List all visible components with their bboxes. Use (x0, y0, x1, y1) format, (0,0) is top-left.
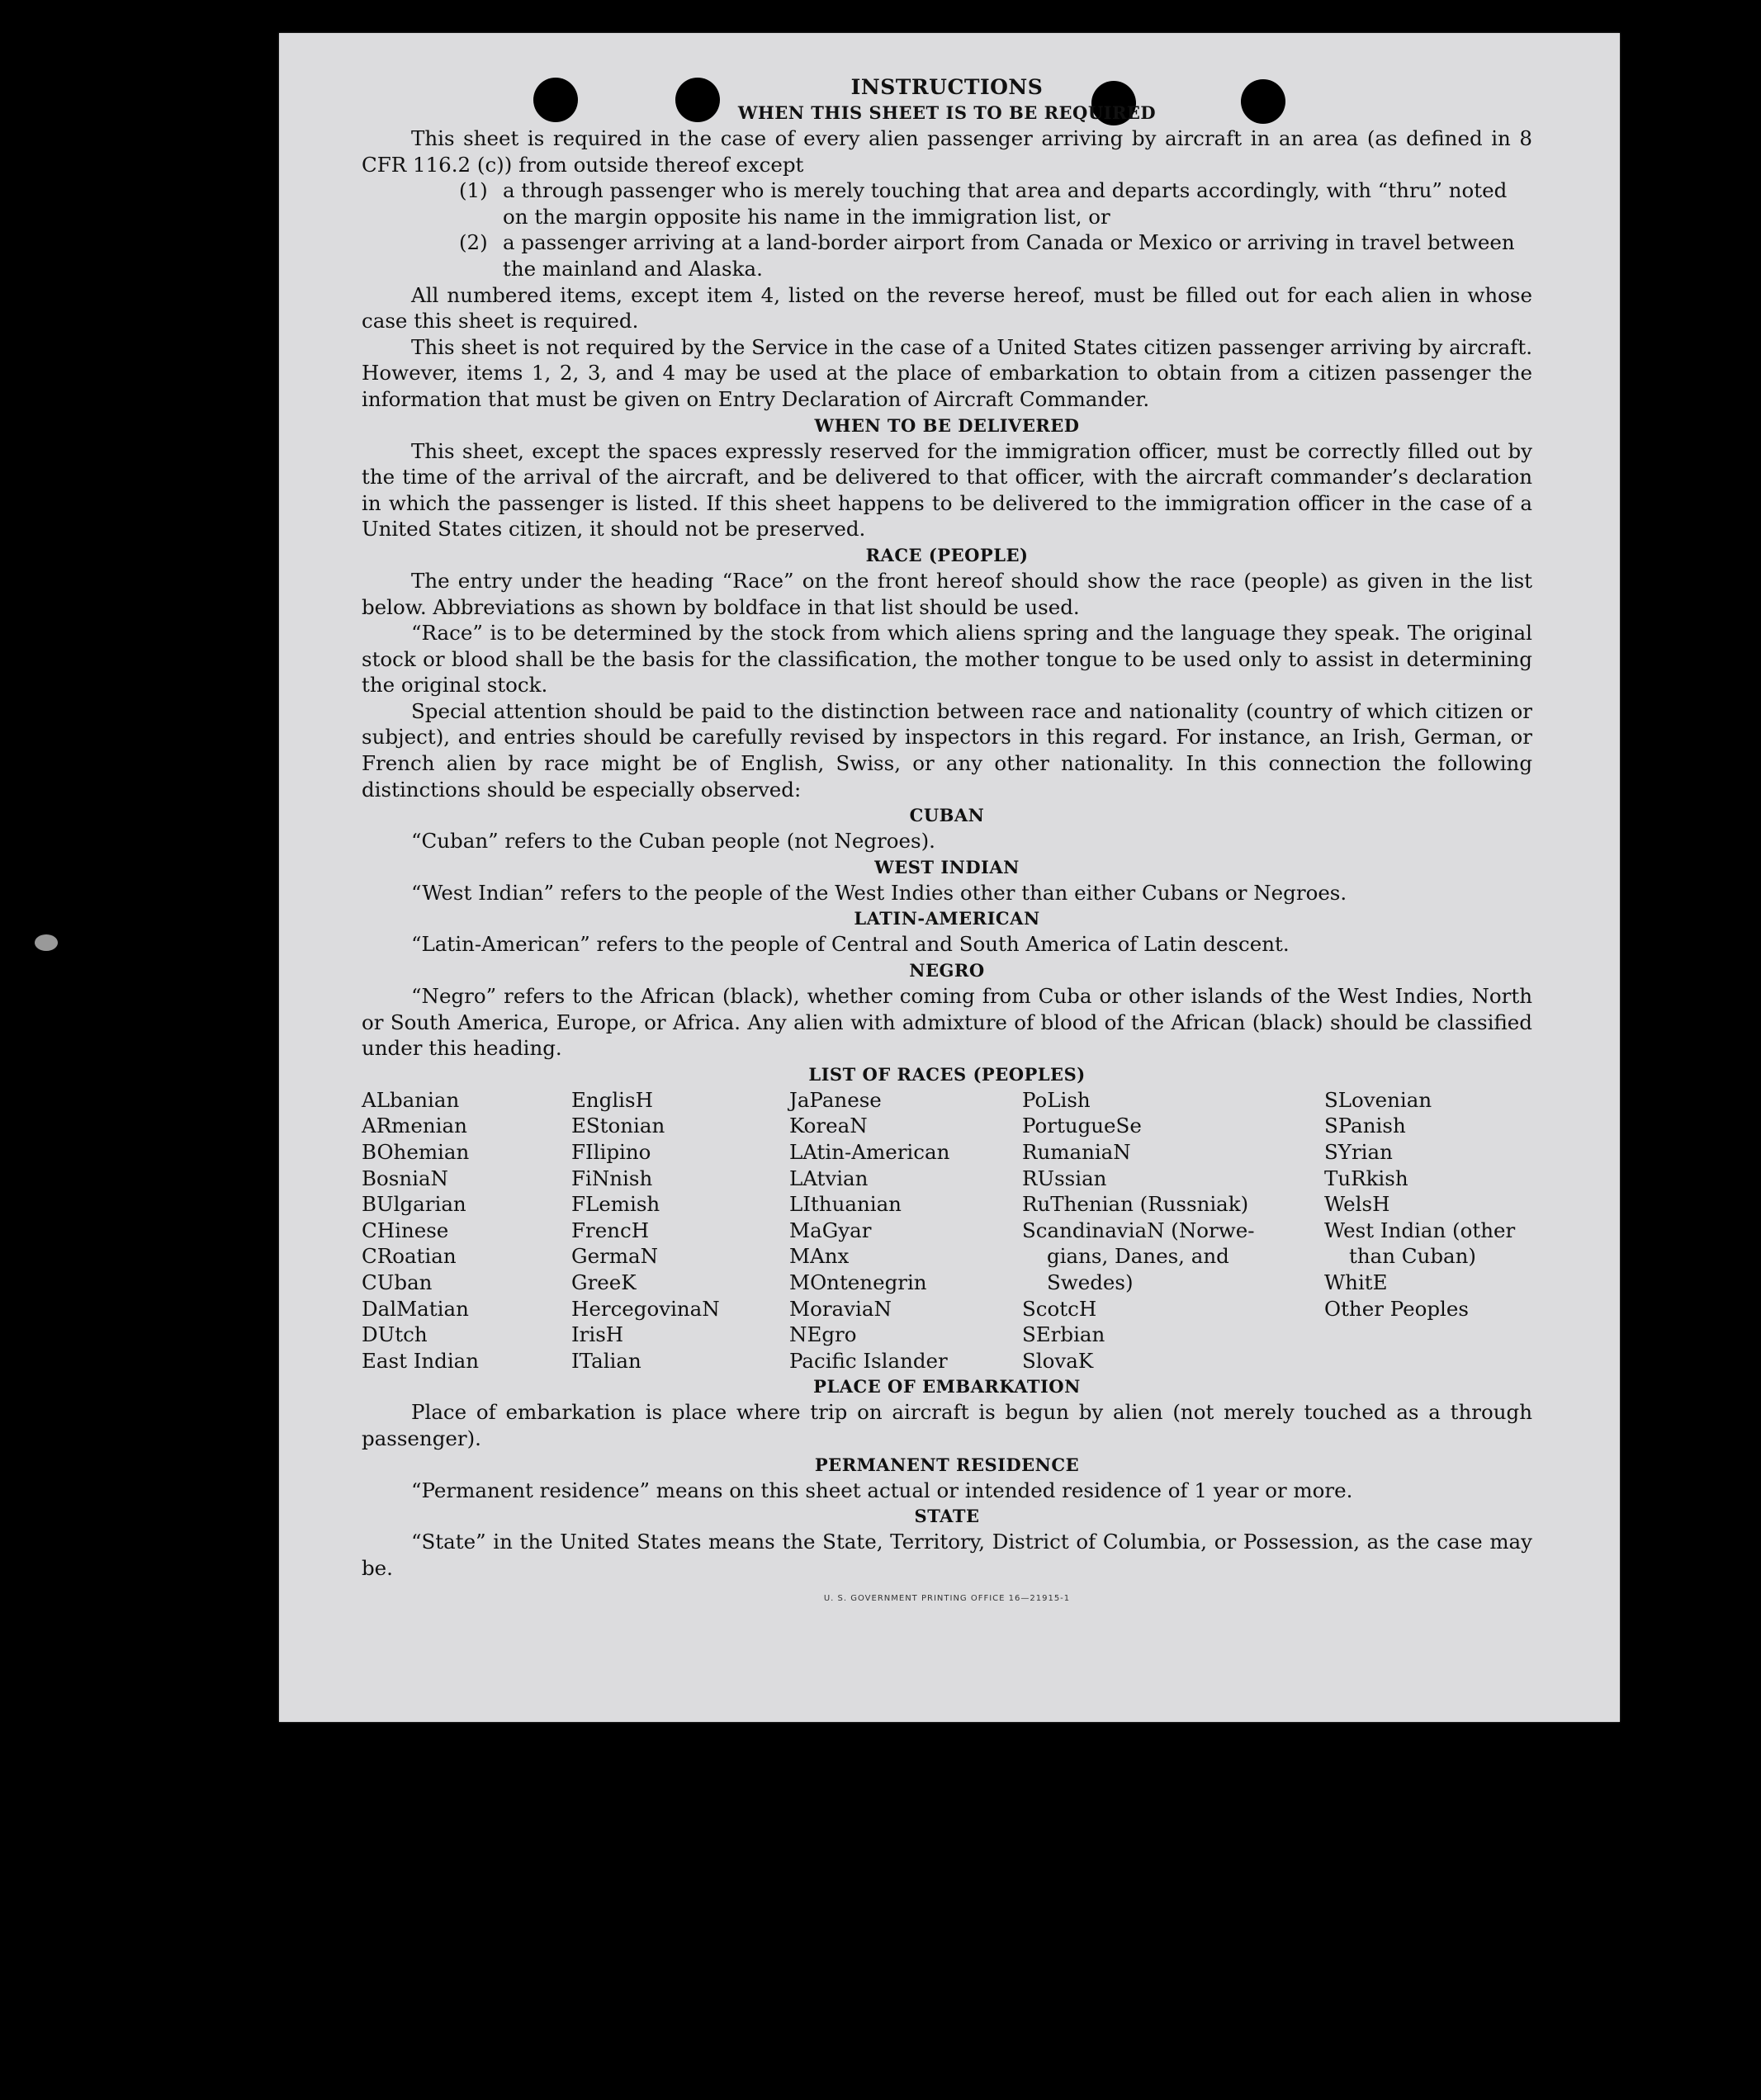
race-entry: BUlgarian (362, 1192, 466, 1217)
race-entry: CUban (362, 1270, 433, 1294)
race-paragraph: The entry under the heading “Race” on the front hereof should show the race (people) as given in the list below. Abbreviations as shown by boldface in that list should be used. (362, 568, 1532, 619)
state-paragraph: “State” in the United States means the State, Territory, District of Columbia, or Possession, as the case may be. (362, 1530, 1532, 1580)
embarkation-paragraph: Place of embarkation is place where trip on aircraft is begun by alien (not merely touched as a through passenger). (362, 1400, 1532, 1450)
delivered-paragraph: This sheet, except the spaces expressly reserved for the immigration officer, must be correctly filled out by the time of the arrival of the aircraft, and be delivered to that officer, with the aircraft commander’s declaration in which the passenger is listed. If this sheet happens to be delivered to the immigration officer in the case of a United States citizen, it should not be preserved. (362, 438, 1532, 542)
race-entry: ScotcH (1022, 1296, 1097, 1321)
races-column (362, 1087, 571, 1374)
race-entry: gians, Danes, and (1047, 1244, 1229, 1269)
race-entry: RuThenian (Russniak) (1022, 1192, 1249, 1217)
race-entry: IrisH (571, 1322, 624, 1347)
races-column (789, 1087, 1022, 1374)
exception-item (362, 177, 1532, 229)
race-entry: SYrian (1324, 1140, 1393, 1164)
race-entry: RumaniaN (1022, 1140, 1131, 1164)
race-entry: MAnx (789, 1244, 850, 1269)
race-entry: CRoatian (362, 1244, 457, 1269)
race-entry: ARmenian (362, 1114, 467, 1138)
race-entry: WhitE (1324, 1270, 1388, 1294)
heading-cuban: CUBAN (909, 805, 985, 826)
printing-office-footer: U. S. GOVERNMENT PRINTING OFFICE 16—21915-1 (823, 1594, 1071, 1604)
cuban-paragraph: “Cuban” refers to the Cuban people (not Negroes). (411, 829, 935, 854)
race-entry: GermaN (571, 1244, 659, 1269)
exception-item (362, 229, 1532, 281)
race-entry: KoreaN (789, 1114, 868, 1138)
race-entry: ALbanian (362, 1087, 460, 1112)
race-entry: BOhemian (362, 1140, 470, 1164)
race-entry: SLovenian (1324, 1087, 1432, 1112)
race-entry: LAtvian (789, 1166, 869, 1190)
instructions-content (362, 74, 1532, 1612)
race-entry: LAtin-American (789, 1140, 950, 1164)
heading-list-of-races: LIST OF RACES (PEOPLES) (808, 1063, 1086, 1085)
intro-paragraph: This sheet is not required by the Service in the case of a United States citizen passenger arriving by aircraft. However, items 1, 2, 3, and 4 may be used at the place of embarkation to obtain from a citizen passenger the information that must be given on Entry Declaration of Aircraft Commander. (362, 334, 1532, 411)
race-entry: West Indian (other (1324, 1218, 1516, 1242)
race-entry: EnglisH (571, 1087, 653, 1112)
heading-when-delivered: WHEN TO BE DELIVERED (814, 414, 1080, 436)
race-entry: NEgro (789, 1322, 857, 1347)
race-entry: GreeK (571, 1270, 637, 1294)
race-entry: Other Peoples (1324, 1296, 1469, 1321)
item-text: a through passenger who is merely touching that area and departs accordingly, with “thru” noted on the margin opposite his name in the immigration list, or (503, 178, 1508, 229)
heading-race: RACE (PEOPLE) (865, 544, 1029, 565)
race-entry: PoLish (1022, 1087, 1091, 1112)
intro-paragraph: All numbered items, except item 4, listed on the reverse hereof, must be filled out for each alien in whose case this sheet is required. (362, 282, 1532, 333)
race-entry: SlovaK (1022, 1348, 1094, 1373)
heading-west-indian: WEST INDIAN (874, 856, 1020, 877)
race-paragraph: “Race” is to be determined by the stock from which aliens spring and the language they speak. The original stock or blood shall be the basis for the classification, the mother tongue to be used only to assist in determining the original stock. (362, 621, 1532, 698)
races-list (362, 1087, 1532, 1374)
races-column (571, 1087, 789, 1374)
race-entry: Swedes) (1047, 1270, 1134, 1294)
race-entry: MOntenegrin (789, 1270, 927, 1294)
heading-when-required: WHEN THIS SHEET IS TO BE REQUIRED (737, 102, 1157, 123)
race-entry: RUssian (1022, 1166, 1107, 1190)
race-entry: HercegovinaN (571, 1296, 720, 1321)
race-entry: MoraviaN (789, 1296, 892, 1321)
race-entry: JaPanese (789, 1087, 882, 1112)
race-entry: FIlipino (571, 1140, 651, 1164)
instruction-sheet (279, 33, 1620, 1722)
race-entry: EStonian (571, 1114, 665, 1138)
residence-paragraph: “Permanent residence” means on this sheet actual or intended residence of 1 year or more. (411, 1478, 1353, 1502)
race-entry: than Cuban) (1349, 1244, 1476, 1269)
race-entry: LIthuanian (789, 1192, 902, 1217)
race-entry: WelsH (1324, 1192, 1390, 1217)
intro-paragraph: This sheet is required in the case of every alien passenger arriving by aircraft in an area (as defined in 8 CFR 116.2 (c)) from outside thereof except (362, 126, 1532, 177)
race-entry: BosniaN (362, 1166, 448, 1190)
race-entry: ScandinaviaN (Norwe- (1022, 1218, 1255, 1242)
heading-state: STATE (914, 1506, 980, 1527)
page-title: INSTRUCTIONS (850, 75, 1044, 99)
race-entry: East Indian (362, 1348, 480, 1373)
races-column (1324, 1087, 1532, 1374)
race-entry: SPanish (1324, 1114, 1406, 1138)
race-entry: SErbian (1022, 1322, 1105, 1347)
west-indian-paragraph: “West Indian” refers to the people of the West Indies other than either Cubans or Negroes. (411, 880, 1347, 905)
item-number: (1) (459, 178, 488, 203)
race-paragraph: Special attention should be paid to the distinction between race and nationality (country of which citizen or subject), and entries should be carefully revised by inspectors in this regard. For instance, an Irish, German, or French alien by race might be of English, Swiss, or any other nationality. In this connection the following distinctions should be especially observed: (362, 698, 1532, 802)
race-entry: ITalian (571, 1348, 641, 1373)
heading-latin-american: LATIN-AMERICAN (854, 908, 1040, 929)
scan-speck (35, 934, 58, 951)
races-column (1022, 1087, 1324, 1374)
latin-american-paragraph: “Latin-American” refers to the people of Central and South America of Latin descent. (411, 932, 1290, 957)
race-entry: Pacific Islander (789, 1348, 948, 1373)
race-entry: FrencH (571, 1218, 650, 1242)
heading-embarkation: PLACE OF EMBARKATION (813, 1376, 1081, 1398)
heading-negro: NEGRO (909, 960, 985, 981)
item-number: (2) (459, 230, 488, 255)
race-entry: DUtch (362, 1322, 428, 1347)
race-entry: FiNnish (571, 1166, 653, 1190)
race-entry: DalMatian (362, 1296, 469, 1321)
race-entry: TuRkish (1324, 1166, 1408, 1190)
race-entry: FLemish (571, 1192, 660, 1217)
race-entry: PortugueSe (1022, 1114, 1142, 1138)
race-entry: CHinese (362, 1218, 449, 1242)
race-entry: MaGyar (789, 1218, 872, 1242)
item-text: a passenger arriving at a land-border airport from Canada or Mexico or arriving in travel between the mainland and Alaska. (503, 230, 1515, 281)
heading-permanent-residence: PERMANENT RESIDENCE (814, 1454, 1080, 1475)
negro-paragraph: “Negro” refers to the African (black), whether coming from Cuba or other islands of the West Indies, North or South America, Europe, or Africa. Any alien with admixture of blood of the African (black) should be classified under this heading. (362, 984, 1532, 1061)
